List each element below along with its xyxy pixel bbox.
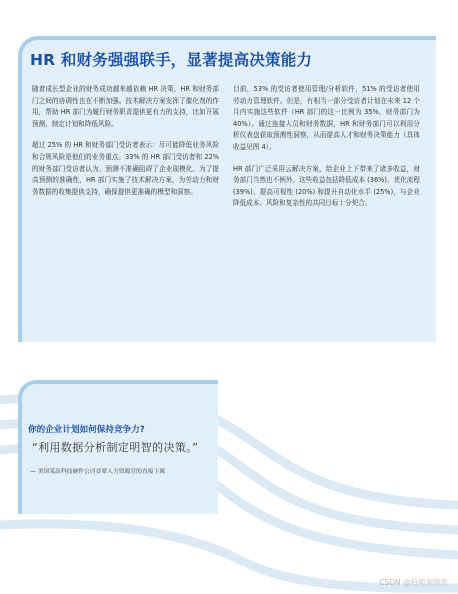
- right-paragraph-2: HR 部门广泛采用云解决方案，给企业上下带来了诸多收益，财务部门当然也不例外。这些收益包括降低成本 (36%)、优化流程 (39%)、提高可视性 (20%) 和提升自动化水平 (25%)，与企业降低成本、风险和复杂性的共同目标十分契合。: [233, 164, 420, 208]
- left-paragraph-2: 超过 25% 的 HR 和财务部门受访者表示：尽可能降低业务风险和合规风险是他们的业务重点。33% 的 HR 部门受访者和 22% 的财务部门受访者认为，预测不准确阻碍了企业现模化。为了提高预测的准确性，HR 部门实施了技术解决方案，为劳动力和财务数据的收集提供支持，确保提供更准确的模型和洞察。: [32, 141, 219, 196]
- right-paragraph-1: 目前，53% 的受访者使用管理/分析软件，51% 的受访者使用劳动力管理软件。但是，有相当一部分受访者计划在未来 12 个月内实施这些软件（HR 部门的这一比例为 35%，财务部门为 40%）。通过连接人员和财务数据，HR 和财务部门可以利用分析仪表盘获取预测性洞察，从而提高人才和财务决策能力（具体收益见图 4）。: [233, 85, 420, 151]
- quote-attribution: — 美国某高科技硬件公司首席人力资源官的直接下属: [30, 469, 166, 475]
- quote-heading: 你的企业计划如何保持竞争力?: [28, 425, 145, 435]
- watermark: CSDN @趋势洞察库: [379, 578, 448, 587]
- quote-text: “利用数据分析制定明智的决策。”: [32, 441, 199, 454]
- page-headline: HR 和财务强强联手，显著提高决策能力: [30, 51, 313, 69]
- left-paragraph-1: 随着成长型企业的财务成功越来越依赖 HR 决策，HR 和财务部门之间的协调性也在不断加强。技术解决方案发挥了催化剂的作用，帮助 HR 部门为履行财务职责提供更有力的支持，比如开展预测、制定计划和降低风险。: [32, 85, 219, 128]
- left-text-column: [32, 84, 219, 208]
- right-text-column: [233, 84, 420, 220]
